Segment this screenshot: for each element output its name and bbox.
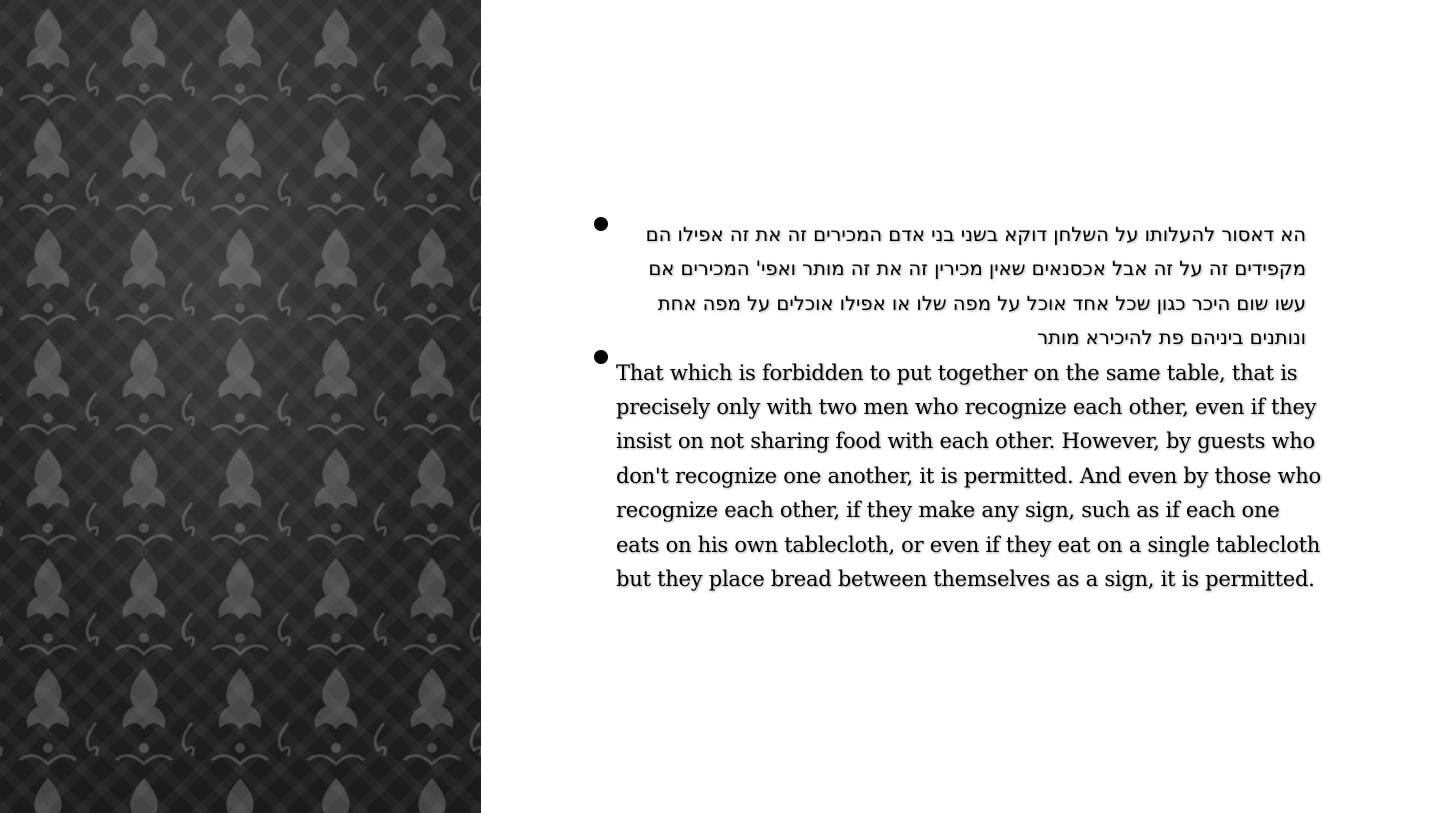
bullet-item-english bbox=[592, 356, 1327, 597]
bullet-icon bbox=[594, 217, 608, 231]
bullet-text-hebrew: הא דאסור להעלותו על השלחן דוקא בשני בני אדם המכירים זה את זה אפילו הם מקפידים זה על זה אבל אכסנאים שאין מכירין זה את זה מותר ואפי' המכירים אם עשו שום היכר כגון שכל אחד אוכל על מפה שלו או אפילו אוכלים על מפה אחת ונותנים ביניהם פת להיכירא מותר bbox=[645, 223, 1306, 350]
bullet-list bbox=[592, 217, 1327, 596]
bullet-text-english: That which is forbidden to put together on the same table, that is precisely only with two men who recognize each other, even if they insist on not sharing food with each other. However, by guests who don't recognize one another, it is permitted. And even by those who recognize each other, if they make any sign, such as if each one eats on his own tablecloth, or even if they eat on a single tablecloth but they place bread between themselves as a sign, it is permitted. bbox=[616, 360, 1321, 592]
bullet-item-hebrew bbox=[592, 217, 1327, 356]
title-panel-damask-background bbox=[0, 0, 481, 813]
damask-pattern-decoration bbox=[0, 0, 481, 813]
bullet-icon bbox=[594, 350, 608, 364]
